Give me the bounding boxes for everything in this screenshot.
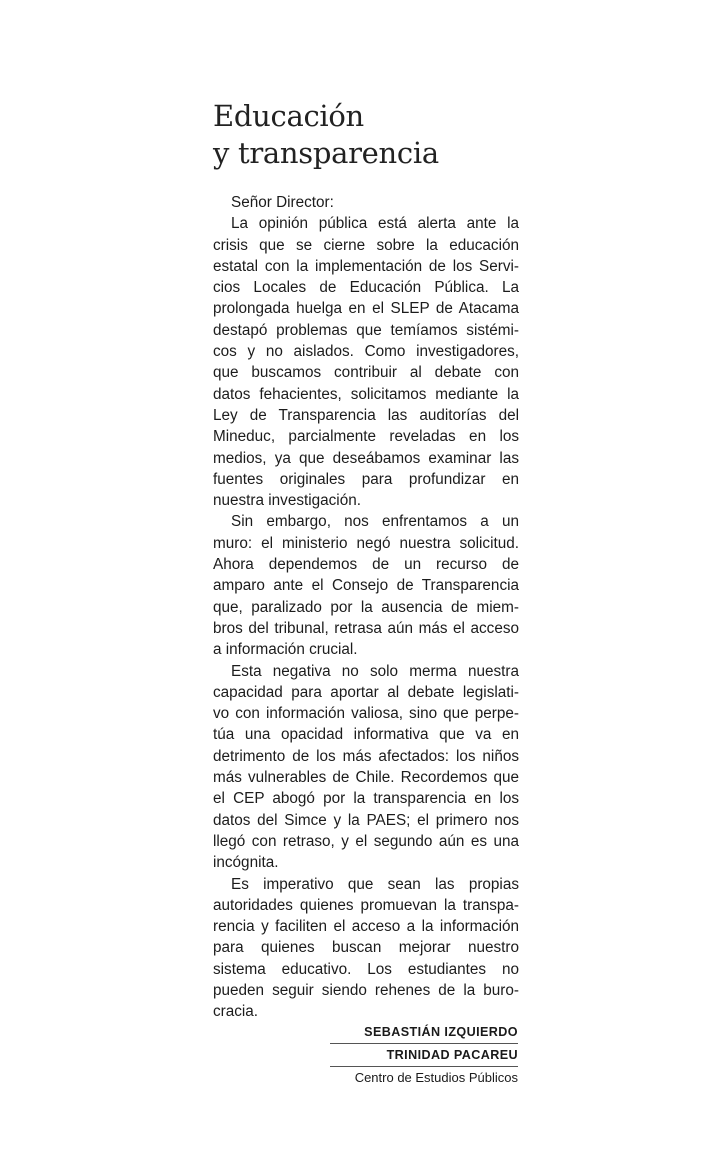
body-line: autoridades quienes promuevan la transpa- [213,896,519,914]
body-line: detrimento de los más afectados: los niños [213,747,519,765]
body-line: Sin embargo, nos enfrentamos a un [231,513,519,531]
body-line: el CEP abogó por la transparencia en los [213,790,519,808]
author-name: TRINIDAD PACAREU [330,1045,518,1067]
body-line: a información crucial. [213,641,358,659]
body-line: amparo ante el Consejo de Transparencia [213,577,519,595]
body-line: datos fehacientes, solicitamos mediante la [213,385,519,403]
body-line: fuentes originales para profundizar en [213,470,519,488]
headline-line-1: Educación [213,99,364,133]
author-name: SEBASTIÁN IZQUIERDO [330,1022,518,1044]
body-line: Ahora dependemos de un recurso de [213,556,519,574]
body-line: cos y no aislados. Como investigadores, [213,343,519,361]
body-line: medios, ya que deseábamos examinar las [213,449,519,467]
body-line: túa una opacidad informativa que va en [213,726,519,744]
signature-block [330,1022,518,1089]
body-line: que buscamos contribuir al debate con [213,364,519,382]
headline-line-2: y transparencia [213,136,439,170]
body-line: muro: el ministerio negó nuestra solicitud. [213,534,519,552]
body-line: pueden seguir siendo rehenes de la buro- [213,981,519,999]
body-line: Es imperativo que sean las propias [231,875,519,893]
body-line: La opinión pública está alerta ante la [231,215,519,233]
author-organization: Centro de Estudios Públicos [354,1070,518,1085]
body-line: bros del tribunal, retrasa aún más el acceso [213,619,519,637]
body-line: datos del Simce y la PAES; el primero nos [213,811,519,829]
body-line: sistema educativo. Los estudiantes no [213,960,519,978]
body-line: para quienes buscan mejorar nuestro [213,939,519,957]
salutation: Señor Director: [231,194,334,211]
body-line: cios Locales de Educación Pública. La [213,279,519,297]
body-line: crisis que se cierne sobre la educación [213,236,519,254]
body-line: vo con información valiosa, sino que perpe- [213,705,519,723]
body-line: Ley de Transparencia las auditorías del [213,406,519,424]
body-line: prolongada huelga en el SLEP de Atacama [213,300,519,318]
body-line: rencia y faciliten el acceso a la información [213,918,519,936]
body-line: Mineduc, parcialmente reveladas en los [213,428,519,446]
body-line: más vulnerables de Chile. Recordemos que [213,769,519,787]
body-line: nuestra investigación. [213,492,361,510]
body-line: incógnita. [213,854,279,872]
body-line: estatal con la implementación de los Servi- [213,257,519,275]
body-line: destapó problemas que temíamos sistémi- [213,321,519,339]
letter-body [213,192,519,1023]
body-line: cracia. [213,1003,259,1021]
body-line: Esta negativa no solo merma nuestra [231,662,519,680]
body-line: capacidad para aportar al debate legislati- [213,683,519,701]
body-line: que, paralizado por la ausencia de miem- [213,598,519,616]
headline [213,98,533,172]
body-line: llegó con retraso, y el segundo aún es una [213,832,519,850]
